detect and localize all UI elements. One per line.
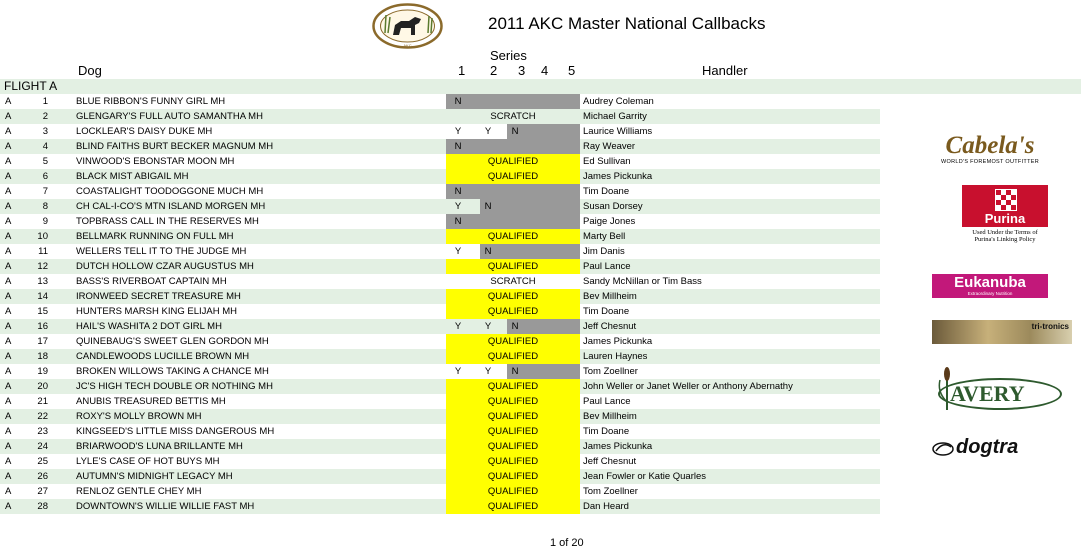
- row-dog-name: JC'S HIGH TECH DOUBLE OR NOTHING MH: [76, 381, 273, 392]
- series-2-header: 2: [490, 63, 498, 78]
- table-row: [0, 259, 880, 274]
- row-handler: Tim Doane: [583, 426, 630, 437]
- tritronics-logo: [932, 320, 1072, 344]
- series-3-header: 3: [518, 63, 526, 78]
- row-flight: A: [5, 396, 12, 407]
- row-status: QUALIFIED: [487, 426, 539, 437]
- table-row: [0, 244, 880, 259]
- row-dog-name: HUNTERS MARSH KING ELIJAH MH: [76, 306, 237, 317]
- row-dog-name: VINWOOD'S EBONSTAR MOON MH: [76, 156, 235, 167]
- row-flight: A: [5, 486, 12, 497]
- row-flight: A: [5, 126, 12, 137]
- purina-logo: [962, 185, 1048, 247]
- series-2-result: Y: [484, 321, 492, 332]
- table-row: [0, 229, 880, 244]
- row-handler: Tom Zoellner: [583, 486, 638, 497]
- row-dog-name: GLENGARY'S FULL AUTO SAMANTHA MH: [76, 111, 263, 122]
- cabelas-logo: [932, 133, 1048, 167]
- eliminated-highlight: [446, 214, 580, 229]
- row-flight: A: [5, 201, 12, 212]
- row-handler: Tim Doane: [583, 186, 630, 197]
- row-dog-name: LYLE'S CASE OF HOT BUYS MH: [76, 456, 220, 467]
- row-dog-name: ROXY'S MOLLY BROWN MH: [76, 411, 202, 422]
- row-flight: A: [5, 216, 12, 227]
- row-handler: Marty Bell: [583, 231, 626, 242]
- table-row: [0, 439, 880, 454]
- row-number: 3: [42, 126, 48, 137]
- row-status: QUALIFIED: [487, 261, 539, 272]
- row-number: 26: [37, 471, 48, 482]
- row-handler: Paul Lance: [583, 396, 631, 407]
- row-number: 12: [37, 261, 48, 272]
- row-handler: Paul Lance: [583, 261, 631, 272]
- row-dog-name: BLUE RIBBON'S FUNNY GIRL MH: [76, 96, 226, 107]
- row-handler: Susan Dorsey: [583, 201, 643, 212]
- row-number: 25: [37, 456, 48, 467]
- series-2-result: N: [484, 246, 492, 257]
- cabelas-name: Cabela's: [945, 132, 1035, 159]
- handler-column-header: Handler: [702, 63, 748, 78]
- row-status: QUALIFIED: [487, 156, 539, 167]
- series-2-result: Y: [484, 126, 492, 137]
- row-flight: A: [5, 501, 12, 512]
- page-title: 2011 AKC Master National Callbacks: [488, 14, 766, 33]
- master-national-seal-logo: [371, 3, 444, 49]
- row-number: 2: [42, 111, 48, 122]
- row-flight: A: [5, 411, 12, 422]
- row-number: 17: [37, 336, 48, 347]
- row-handler: Laurice Williams: [583, 126, 653, 137]
- row-handler: James Pickunka: [583, 171, 653, 182]
- series-3-result: N: [511, 126, 519, 137]
- row-dog-name: DOWNTOWN'S WILLIE WILLIE FAST MH: [76, 501, 255, 512]
- row-dog-name: QUINEBAUG'S SWEET GLEN GORDON MH: [76, 336, 269, 347]
- table-row: [0, 334, 880, 349]
- row-status: SCRATCH: [490, 276, 536, 287]
- seal-bottom-text: AKC: [403, 43, 412, 48]
- row-status: QUALIFIED: [487, 171, 539, 182]
- row-number: 15: [37, 306, 48, 317]
- row-dog-name: WELLERS TELL IT TO THE JUDGE MH: [76, 246, 247, 257]
- table-row: [0, 154, 880, 169]
- row-handler: Audrey Coleman: [583, 96, 654, 107]
- row-flight: A: [5, 171, 12, 182]
- row-number: 21: [37, 396, 48, 407]
- row-dog-name: BASS'S RIVERBOAT CAPTAIN MH: [76, 276, 227, 287]
- eliminated-highlight: [446, 94, 580, 109]
- table-row: [0, 94, 880, 109]
- row-number: 24: [37, 441, 48, 452]
- series-4-header: 4: [541, 63, 549, 78]
- row-dog-name: IRONWEED SECRET TREASURE MH: [76, 291, 241, 302]
- row-handler: Ray Weaver: [583, 141, 636, 152]
- table-row: [0, 274, 880, 289]
- row-handler: Paige Jones: [583, 216, 636, 227]
- row-flight: A: [5, 456, 12, 467]
- table-row: [0, 214, 880, 229]
- purina-checkerboard-icon: [995, 189, 1017, 211]
- row-number: 7: [42, 186, 48, 197]
- row-flight: A: [5, 441, 12, 452]
- row-dog-name: KINGSEED'S LITTLE MISS DANGEROUS MH: [76, 426, 275, 437]
- row-handler: Ed Sullivan: [583, 156, 631, 167]
- table-row: [0, 109, 880, 124]
- row-flight: A: [5, 351, 12, 362]
- avery-name: AVERY: [950, 381, 1025, 406]
- series-3-result: N: [511, 321, 519, 332]
- row-number: 5: [42, 156, 48, 167]
- row-handler: James Pickunka: [583, 336, 653, 347]
- row-flight: A: [5, 141, 12, 152]
- table-row: [0, 289, 880, 304]
- series-1-result: Y: [454, 366, 462, 377]
- row-handler: Jeff Chesnut: [583, 456, 637, 467]
- table-row: [0, 184, 880, 199]
- row-flight: A: [5, 306, 12, 317]
- row-handler: Bev Millheim: [583, 411, 637, 422]
- series-2-result: N: [484, 201, 492, 212]
- row-handler: Sandy McNillan or Tim Bass: [583, 276, 702, 287]
- table-row: [0, 469, 880, 484]
- row-number: 19: [37, 366, 48, 377]
- row-number: 8: [42, 201, 48, 212]
- row-flight: A: [5, 276, 12, 287]
- purina-note: Used Under the Terms of Purina's Linking Policy: [972, 229, 1038, 243]
- avery-logo: [932, 362, 1062, 412]
- row-number: 16: [37, 321, 48, 332]
- table-row: [0, 499, 880, 514]
- row-number: 10: [37, 231, 48, 242]
- series-5-header: 5: [568, 63, 576, 78]
- dog-column-header: Dog: [78, 63, 102, 78]
- table-row: [0, 169, 880, 184]
- row-dog-name: RENLOZ GENTLE CHEY MH: [76, 486, 202, 497]
- row-status: QUALIFIED: [487, 381, 539, 392]
- table-row: [0, 454, 880, 469]
- row-handler: Jean Fowler or Katie Quarles: [583, 471, 707, 482]
- row-number: 4: [42, 141, 48, 152]
- row-status: QUALIFIED: [487, 456, 539, 467]
- series-1-result: Y: [454, 246, 462, 257]
- row-dog-name: ANUBIS TREASURED BETTIS MH: [76, 396, 226, 407]
- eukanuba-name: Eukanuba: [954, 274, 1026, 291]
- row-number: 11: [38, 246, 48, 257]
- row-dog-name: HAIL'S WASHITA 2 DOT GIRL MH: [76, 321, 222, 332]
- series-1-result: N: [454, 141, 462, 152]
- row-flight: A: [5, 291, 12, 302]
- eliminated-highlight: [446, 184, 580, 199]
- dogtra-swoosh-icon: [932, 439, 954, 459]
- row-number: 9: [42, 216, 48, 227]
- row-dog-name: BLACK MIST ABIGAIL MH: [76, 171, 189, 182]
- table-row: [0, 409, 880, 424]
- row-flight: A: [5, 96, 12, 107]
- row-number: 20: [37, 381, 48, 392]
- row-dog-name: LOCKLEAR'S DAISY DUKE MH: [76, 126, 213, 137]
- eliminated-highlight: [480, 244, 580, 259]
- table-row: [0, 319, 880, 334]
- flight-a-header: FLIGHT A: [0, 79, 1081, 94]
- row-flight: A: [5, 186, 12, 197]
- row-flight: A: [5, 261, 12, 272]
- eliminated-highlight: [446, 139, 580, 154]
- row-dog-name: BRIARWOOD'S LUNA BRILLANTE MH: [76, 441, 243, 452]
- row-dog-name: COASTALIGHT TOODOGGONE MUCH MH: [76, 186, 264, 197]
- row-number: 13: [37, 276, 48, 287]
- row-status: QUALIFIED: [487, 351, 539, 362]
- row-handler: Tim Doane: [583, 306, 630, 317]
- row-dog-name: AUTUMN'S MIDNIGHT LEGACY MH: [76, 471, 233, 482]
- row-flight: A: [5, 111, 12, 122]
- row-number: 1: [42, 96, 48, 107]
- row-handler: Dan Heard: [583, 501, 629, 512]
- table-row: [0, 424, 880, 439]
- table-row: [0, 349, 880, 364]
- row-flight: A: [5, 381, 12, 392]
- row-number: 22: [37, 411, 48, 422]
- row-handler: Lauren Haynes: [583, 351, 648, 362]
- series-1-result: Y: [454, 126, 462, 137]
- row-status: QUALIFIED: [487, 441, 539, 452]
- table-row: [0, 379, 880, 394]
- dogtra-name: dogtra: [956, 436, 1019, 458]
- series-header: Series: [490, 48, 527, 63]
- row-handler: Michael Garrity: [583, 111, 647, 122]
- row-dog-name: BELLMARK RUNNING ON FULL MH: [76, 231, 234, 242]
- row-flight: A: [5, 366, 12, 377]
- row-status: QUALIFIED: [487, 336, 539, 347]
- row-number: 6: [42, 171, 48, 182]
- row-handler: Bev Millheim: [583, 291, 637, 302]
- table-row: [0, 304, 880, 319]
- row-handler: John Weller or Janet Weller or Anthony Abernathy: [583, 381, 793, 392]
- row-number: 27: [37, 486, 48, 497]
- row-flight: A: [5, 426, 12, 437]
- row-number: 28: [37, 501, 48, 512]
- row-flight: A: [5, 321, 12, 332]
- eukanuba-logo: [932, 274, 1048, 298]
- table-row: [0, 124, 880, 139]
- row-number: 23: [37, 426, 48, 437]
- row-dog-name: CH CAL-I-CO'S MTN ISLAND MORGEN MH: [76, 201, 266, 212]
- series-1-header: 1: [458, 63, 466, 78]
- row-status: QUALIFIED: [487, 231, 539, 242]
- cabelas-tagline: WORLD'S FOREMOST OUTFITTER: [941, 159, 1039, 165]
- series-1-result: N: [454, 186, 462, 197]
- row-dog-name: TOPBRASS CALL IN THE RESERVES MH: [76, 216, 259, 227]
- row-dog-name: DUTCH HOLLOW CZAR AUGUSTUS MH: [76, 261, 254, 272]
- row-status: QUALIFIED: [487, 291, 539, 302]
- row-handler: Tom Zoellner: [583, 366, 638, 377]
- eliminated-highlight: [480, 199, 580, 214]
- row-flight: A: [5, 471, 12, 482]
- row-flight: A: [5, 231, 12, 242]
- series-3-result: N: [511, 366, 519, 377]
- row-number: 18: [37, 351, 48, 362]
- row-handler: James Pickunka: [583, 441, 653, 452]
- row-status: QUALIFIED: [487, 411, 539, 422]
- row-flight: A: [5, 156, 12, 167]
- row-flight: A: [5, 246, 12, 257]
- table-row: [0, 394, 880, 409]
- table-row: [0, 364, 880, 379]
- table-row: [0, 139, 880, 154]
- row-handler: Jim Danis: [583, 246, 625, 257]
- row-flight: A: [5, 336, 12, 347]
- table-row: [0, 484, 880, 499]
- row-status: QUALIFIED: [487, 486, 539, 497]
- series-1-result: N: [454, 216, 462, 227]
- series-2-result: Y: [484, 366, 492, 377]
- eukanuba-tagline: Extraordinary Nutrition: [967, 291, 1013, 296]
- row-status: QUALIFIED: [487, 471, 539, 482]
- page-indicator: 1 of 20: [550, 537, 584, 549]
- row-dog-name: BLIND FAITHS BURT BECKER MAGNUM MH: [76, 141, 274, 152]
- series-1-result: N: [454, 96, 462, 107]
- row-status: QUALIFIED: [487, 501, 539, 512]
- row-status: QUALIFIED: [487, 306, 539, 317]
- tritronics-name: tri-tronics: [1031, 322, 1069, 331]
- row-status: QUALIFIED: [487, 396, 539, 407]
- table-row: [0, 199, 880, 214]
- series-1-result: Y: [454, 321, 462, 332]
- row-status: SCRATCH: [490, 111, 536, 122]
- row-dog-name: BROKEN WILLOWS TAKING A CHANCE MH: [76, 366, 269, 377]
- row-dog-name: CANDLEWOODS LUCILLE BROWN MH: [76, 351, 250, 362]
- series-1-result: Y: [454, 201, 462, 212]
- dogtra-logo: [932, 436, 1072, 460]
- row-number: 14: [37, 291, 48, 302]
- purina-name: Purina: [984, 211, 1026, 226]
- row-handler: Jeff Chesnut: [583, 321, 637, 332]
